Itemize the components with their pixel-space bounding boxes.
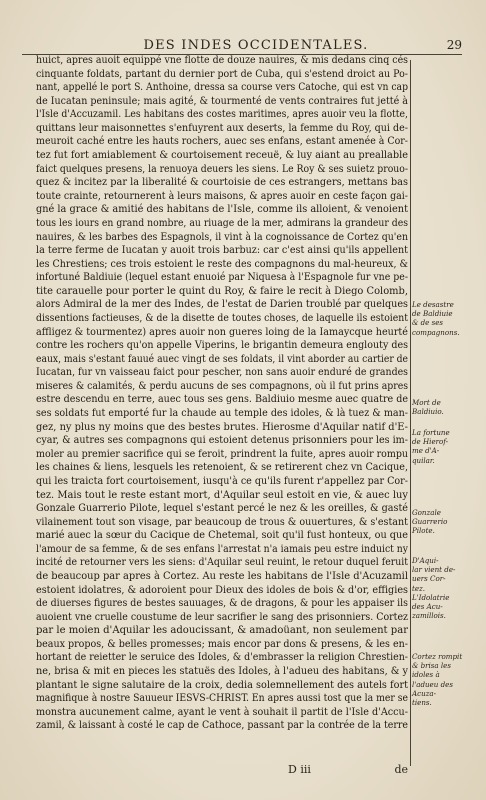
text-line: faict quelques presens, la renuoya deuers les siens. Le Roy & ses suietz prouo- [36,163,408,175]
margin-note-mort [412,398,470,416]
text-line: huict, apres auoit equippé vne flotte de douze nauires, & mis dedans cinq cés [36,55,408,66]
text-line: magnifique à nostre Sauueur IESVS-CHRIST. En apres aussi tost que la mer se [36,693,408,705]
margin-note-line: Baldiuio. [412,407,444,417]
signature-mark: D iii [288,763,311,776]
catchword: de [394,763,408,776]
text-line: de diuerses figures de bestes sauuages, & de dragons, & pour les appaiser ils [36,598,408,610]
text-line: les Chrestiens; ces trois estoient le reste des compagnons du mal-heureux, & [36,258,408,270]
page-header [22,38,462,55]
margin-note-line: Le desastre [412,300,454,309]
margin-note-line: Gonzale [412,508,441,517]
text-line: dissentions factieuses, & de la disette de toutes choses, de laquelle ils estoient [36,312,408,324]
margin-note-line: de Hierof- [412,437,449,447]
page-number: 29 [446,38,462,52]
page-footer [36,763,408,779]
text-line: Iucatan, fur vn vaisseau faict pour pescher, non sans auoir enduré de grandes [36,367,408,379]
text-line: contre les rochers qu'on appelle Viperins, le brigantin demeura englouty des [36,340,408,352]
text-line: cyar, & autres ses compagnons qui estoient detenus prisonniers pour les im- [36,435,408,447]
text-line: tous les iours en grand nombre, au riuage de la mer, admirans la grandeur des [36,217,408,229]
text-line: cinquante foldats, partant du dernier port de Cuba, qui s'estend droict au Po- [36,68,408,80]
margin-note-line: zamillois. [412,611,446,621]
margin-note-line: L'Idolatrie [412,592,450,602]
margin-note-line: lar vient de- [412,565,456,575]
margin-note-line: Cortez rompit [412,652,463,661]
margin-rule [410,60,411,766]
text-line: toute crainte, retournerent à leurs maisons, & apres auoir en ceste façon gai- [36,190,408,202]
text-line: zamil, & laissant à costé le cap de Cathoce, passant par la contrée de la terre [36,720,408,732]
margin-note-line: quilar. [412,455,435,465]
text-line: eaux, mais s'estant fauué auec vingt de ses foldats, il vint aborder au cartier de [36,353,408,365]
margin-note-line: l'adueu des [412,679,453,689]
text-line: moler au premier sacrifice qui se feroit, prindrent la fuite, apres auoir rompu [36,448,408,460]
text-line: estre descendu en terre, auec tous ses gens. Baldiuio mesme auec quatre de [36,394,408,406]
margin-note-line: La fortune [412,428,450,437]
text-line: nauires, & les barbes des Espagnols, il vint à la cognoissance de Cortez qu'en [36,231,408,243]
text-line: miseres & calamités, & perdu aucuns de ses compagnons, où il fut prins apres [36,380,408,392]
text-line: auoient vne cruelle coustume de leur sacrifier le sang des prisonniers. Cortez [36,611,408,623]
margin-note-line: compagnons. [412,327,460,337]
text-line: par le moien d'Aquilar les adoucissant, & amadoüant, non seulement par [36,625,408,637]
text-line: tez. Mais tout le reste estant mort, d'Aquilar seul estoit en vie, & auec luy [36,489,408,501]
margin-note-line: & de ses [412,318,444,328]
main-text [36,54,408,733]
text-line: infortuné Baldiuie (lequel estant enuoié par Niquesa à l'Espagnole fur vne pe- [36,272,408,284]
text-line: tez fut fort amiablement & courtoisement receuë, & luy aiant au preallable [36,150,408,162]
text-line: vilainement tout son visage, par beaucoup de trous & ouuertures, & s'estant [36,516,408,528]
margin-note-line: Pilote. [412,526,435,536]
text-line: quittans leur maisonnettes s'enfuyrent aux deserts, la femme du Roy, qui de- [36,122,408,134]
text-line: de Iucatan peninsule; mais agité, & tourmenté de vents contraires fut jetté à [36,95,408,107]
margin-note-desastre [412,300,470,337]
running-head: DES INDES OCCIDENTALES. [143,38,369,53]
text-line: Gonzale Guarrerio Pilote, lequel s'estant percé le nez & les oreilles, & gasté [36,503,408,515]
margin-note-line: Guarrerio [412,517,448,527]
text-line: de beaucoup par apres à Cortez. Au reste les habitans de l'Isle d'Acuzamil [36,570,408,582]
text-line: beaux propos, & belles promesses; mais encor par dons & presens, & les en- [36,638,408,650]
text-line: incité de retourner vers les siens: d'Aquilar seul reuint, le retour duquel feruit [36,557,408,569]
text-line: estoient idolatres, & adoroient pour Dieux des idoles de bois & d'or, effigies [36,584,408,596]
text-line: gné la grace & amitié des habitans de l'Isle, comme ils alloient, & venoient [36,204,408,216]
margin-note-line: de Baldiuie [412,309,453,319]
text-line: qui les traicta fort courtoisement, iusqu'à ce qu'ils furent r'appellez par Cor- [36,475,408,487]
text-line: monstra aucunement calme, ayant le vent à souhait il partit de l'Isle d'Accu- [36,706,408,718]
margin-note-gonzale [412,508,470,536]
margin-note-cortez [412,652,470,707]
margin-note-line: des Acu- [412,602,443,612]
margin-note-line: Mort de [412,398,441,407]
text-line: hortant de reietter le seruice des Idoles, & d'embrasser la religion Chrestien- [36,652,408,664]
text-line: tite carauelle pour porter le quint du Roy, & faire le recit à Diego Colomb, [36,285,408,297]
text-line: l'amour de sa femme, & de ses enfans l'arrestat n'a iamais peu estre induict ny [36,543,408,555]
text-line: plantant le signe salutaire de la croix, dedia solemnellement des autels fort [36,679,408,691]
text-line: marié auec la sœur du Cacique de Chetemal, soit qu'il fust honteux, ou que [36,530,408,542]
margin-note-line: uers Cor- [412,574,446,584]
margin-note-line: D'Aqui- [412,556,439,565]
text-line: meuroit caché entre les hauts rochers, auec ses enfans, estant amenée à Cor- [36,136,408,148]
text-line: affligez & tourmentez) apres auoir non gueres loing de la Iamaycque heurté [36,326,408,338]
text-line: ne, brisa & mit en pieces les statuës des Idoles, à l'adueu des habitans, & y [36,666,408,678]
margin-note-line: & brisa les [412,661,452,671]
margin-note-line: Acuza- [412,688,437,698]
text-line: alors Admiral de la mer des Indes, de l'estat de Darien troublé par quelques [36,299,408,311]
margin-note-line: tiens. [412,698,432,708]
margin-note-line: idoles à [412,670,440,680]
margin-note-aquilar [412,556,470,620]
text-line: l'Isle d'Accuzamil. Les habitans des costes maritimes, apres auoir veu la flotte, [36,109,408,121]
text-line: ses soldats fut emporté fur la chaude au temple des idoles, & là tuez & man- [36,408,408,420]
text-line: gez, ny plus ny moins que des bestes brutes. Hierosme d'Aquilar natif d'E- [36,421,408,433]
text-line: la terre ferme de Iucatan y auoit trois barbuz: car c'est ainsi qu'ils appellent [36,245,408,257]
margin-note-line: tez. [412,583,426,593]
margin-note-fortune [412,428,470,465]
text-line: les chaines & liens, lesquels les retenoient, & se retirerent chez vn Cacique, [36,462,408,474]
margin-note-line: me d'A- [412,446,440,456]
text-line: nant, appellé le port S. Anthoine, dressa sa course vers Catoche, qui est vn cap [36,82,408,94]
text-line: quez & incitez par la liberalité & courtoisie de ces estrangers, mettans bas [36,177,408,189]
